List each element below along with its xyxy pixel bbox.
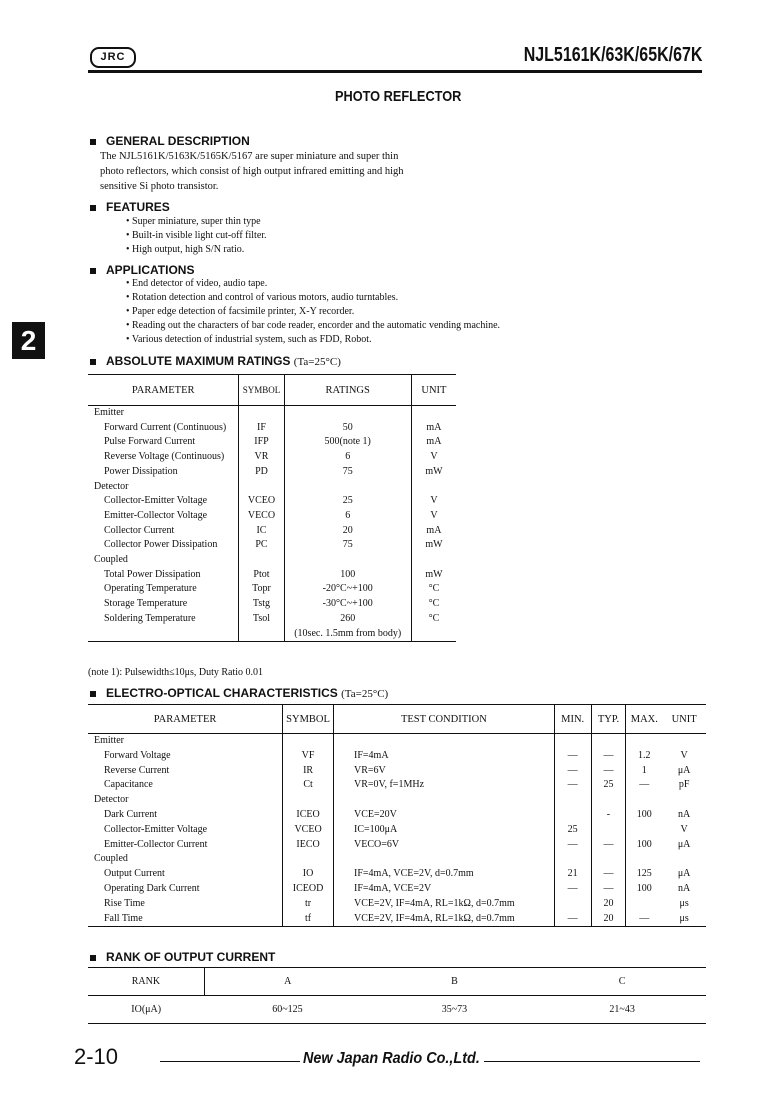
table-row [88, 808, 706, 823]
table-cell: -30°C~+100 [284, 597, 411, 612]
table-cell: 21 [554, 867, 591, 882]
table-cell: IF=4mA, VCE=2V, d=0.7mm [334, 867, 555, 882]
table-cell [284, 406, 411, 421]
table-cell [334, 734, 555, 749]
column-header: UNIT [411, 375, 456, 406]
table-row [88, 867, 706, 882]
table-cell [334, 852, 555, 867]
table-row [88, 509, 456, 524]
list-item: • Various detection of industrial system, such as FDD, Robot. [126, 334, 372, 345]
table-cell: Collector Current [104, 524, 175, 536]
section-title: ELECTRO-OPTICAL CHARACTERISTICS [106, 686, 338, 700]
table-cell: VR [239, 450, 284, 465]
table-cell: 50 [284, 421, 411, 436]
list-item: • Paper edge detection of facsimile printer, X-Y recorder. [126, 306, 355, 317]
list-item: • End detector of video, audio tape. [126, 278, 268, 289]
table-row [88, 480, 456, 495]
table-cell: IC=100μA [334, 823, 555, 838]
table-row [88, 912, 706, 927]
table-row [88, 882, 706, 897]
general-description-heading [90, 134, 250, 148]
table-cell: RANK [88, 968, 204, 996]
jrc-logo: JRC [90, 47, 136, 68]
table-cell: 100 [626, 882, 662, 897]
table-cell [662, 852, 706, 867]
table-cell: 100 [626, 838, 662, 853]
table-cell: Detector [94, 794, 129, 806]
table-cell: tr [283, 897, 334, 912]
table-cell: °C [411, 582, 456, 597]
table-cell [411, 480, 456, 495]
table-cell: IFP [239, 435, 284, 450]
table-cell [411, 627, 456, 642]
table-cell: Coupled [94, 554, 128, 566]
chapter-tab: 2 [12, 322, 45, 359]
table-cell [554, 734, 591, 749]
table-cell: 35~73 [371, 996, 539, 1024]
table-cell: Reverse Voltage (Continuous) [104, 451, 225, 463]
table-row [88, 465, 456, 480]
table-cell: Tsol [239, 612, 284, 627]
column-header: TYP. [591, 705, 626, 734]
table-cell: PD [239, 465, 284, 480]
table-cell [239, 553, 284, 568]
table-cell: — [554, 764, 591, 779]
column-header: MAX. [626, 705, 662, 734]
table-cell: Reverse Current [104, 764, 170, 776]
table-cell: Fall Time [104, 912, 143, 924]
text-line: The NJL5161K/5163K/5165K/5167 are super miniature and super thin [100, 151, 399, 162]
table-cell: °C [411, 597, 456, 612]
table-cell: ICEO [283, 808, 334, 823]
table-cell: IC [239, 524, 284, 539]
table-cell [283, 793, 334, 808]
table-cell: Soldering Temperature [104, 612, 196, 624]
table-cell: IECO [283, 838, 334, 853]
table-cell: Ct [283, 778, 334, 793]
section-title: ABSOLUTE MAXIMUM RATINGS [106, 354, 291, 368]
table-cell: — [554, 838, 591, 853]
table-cell: — [554, 778, 591, 793]
table-row [88, 764, 706, 779]
table-cell: Emitter-Collector Current [104, 838, 208, 850]
table-cell [284, 480, 411, 495]
table-cell: IF=4mA [334, 749, 555, 764]
section-title: FEATURES [106, 200, 170, 214]
table-cell: mA [411, 435, 456, 450]
table-row [88, 749, 706, 764]
table-cell: mA [411, 421, 456, 436]
column-header: MIN. [554, 705, 591, 734]
table-cell: pF [678, 779, 690, 791]
table-cell: 20 [284, 524, 411, 539]
condition-note: (Ta=25°C) [341, 688, 389, 700]
table-cell: Tstg [239, 597, 284, 612]
table-cell: °C [411, 612, 456, 627]
table-cell [626, 823, 662, 838]
text-line: photo reflectors, which consist of high output infrared emitting and high [100, 166, 404, 177]
table-cell [626, 793, 662, 808]
table-row [88, 435, 456, 450]
table-cell: B [371, 968, 539, 996]
table-cell: V [411, 450, 456, 465]
table-cell: Ptot [239, 568, 284, 583]
table-row [88, 538, 456, 553]
bullet-square-icon [90, 359, 96, 365]
table-cell: 100 [284, 568, 411, 583]
table-cell: Collector-Emitter Voltage [104, 823, 208, 835]
table-cell: 25 [591, 778, 626, 793]
table-cell: 25 [284, 494, 411, 509]
table-cell: Storage Temperature [104, 598, 188, 610]
header-divider [88, 70, 702, 73]
table-cell: IF=4mA, VCE=2V [334, 882, 555, 897]
table-cell: — [591, 867, 626, 882]
table-cell: VR=0V, f=1MHz [334, 778, 555, 793]
table-cell: VR=6V [334, 764, 555, 779]
table-cell [591, 852, 626, 867]
table-cell [662, 793, 706, 808]
page-number: 2-10 [74, 1044, 119, 1069]
table-cell: — [626, 778, 662, 793]
text-line: sensitive Si photo transistor. [100, 181, 219, 192]
table-cell: nA [678, 882, 691, 894]
table-cell: — [554, 749, 591, 764]
footer-rule [484, 1061, 700, 1062]
table-cell: -20°C~+100 [284, 582, 411, 597]
table-cell: IF [239, 421, 284, 436]
table-cell [411, 553, 456, 568]
list-item: • Rotation detection and control of various motors, audio turntables. [126, 292, 399, 303]
abs-max-table [88, 374, 456, 642]
table-cell: VECO=6V [334, 838, 555, 853]
table-cell: Emitter-Collector Voltage [104, 509, 208, 521]
table-cell: Rise Time [104, 897, 145, 909]
eoc-heading [90, 686, 388, 700]
table-cell: Forward Voltage [104, 749, 171, 761]
table-cell [239, 480, 284, 495]
table-cell [411, 406, 456, 421]
table-row [88, 852, 706, 867]
table-cell: Forward Current (Continuous) [104, 421, 227, 433]
table-cell: Capacitance [104, 779, 153, 791]
table-cell: 75 [284, 538, 411, 553]
table-row [88, 421, 456, 436]
table-cell: 6 [284, 509, 411, 524]
table-row [88, 450, 456, 465]
bullet-square-icon [90, 268, 96, 274]
table-cell [591, 823, 626, 838]
table-cell: 125 [626, 867, 662, 882]
table-row [88, 524, 456, 539]
table-cell: C [538, 968, 706, 996]
table-cell: IR [283, 764, 334, 779]
table-cell: A [204, 968, 370, 996]
table-cell: mW [411, 465, 456, 480]
table-cell: V [680, 823, 688, 835]
table-cell: Output Current [104, 868, 165, 880]
table-cell [554, 793, 591, 808]
table-cell [626, 734, 662, 749]
general-description-text [100, 149, 404, 194]
table-cell: — [554, 912, 591, 927]
list-item: • High output, high S/N ratio. [126, 244, 245, 255]
column-header: SYMBOL [283, 705, 334, 734]
part-numbers: NJL5161K/63K/65K/67K [523, 44, 702, 66]
table-cell [662, 734, 706, 749]
table-cell: Detector [94, 480, 129, 492]
table-cell [626, 852, 662, 867]
column-header: UNIT [662, 705, 706, 734]
table-cell: VCE=2V, IF=4mA, RL=1kΩ, d=0.7mm [334, 897, 555, 912]
table-cell: nA [678, 808, 691, 820]
table-row [88, 582, 456, 597]
table-row [88, 838, 706, 853]
pulse-note: (note 1): Pulsewidth≤10μs, Duty Ratio 0.01 [88, 667, 264, 678]
table-row [88, 778, 706, 793]
table-cell [88, 627, 239, 642]
table-cell: Operating Dark Current [104, 882, 200, 894]
table-cell: Collector-Emitter Voltage [104, 495, 208, 507]
table-cell: Coupled [94, 853, 128, 865]
table-cell: Emitter [94, 407, 124, 418]
table-cell: V [411, 509, 456, 524]
table-cell: VCEO [239, 494, 284, 509]
features-list [126, 215, 267, 257]
table-cell: VCEO [283, 823, 334, 838]
table-cell: IO(μA) [88, 996, 204, 1024]
list-item: • Built-in visible light cut-off filter. [126, 230, 267, 241]
table-cell: 20 [591, 912, 626, 927]
table-cell [283, 734, 334, 749]
table-row [88, 968, 706, 996]
table-cell [554, 808, 591, 823]
table-cell: VCE=20V [334, 808, 555, 823]
document-subtitle: PHOTO REFLECTOR [335, 88, 462, 105]
table-cell: μA [677, 868, 691, 880]
table-row [88, 996, 706, 1024]
table-cell: VCE=2V, IF=4mA, RL=1kΩ, d=0.7mm [334, 912, 555, 927]
table-cell: μs [679, 897, 689, 909]
table-cell: — [591, 749, 626, 764]
table-cell: - [591, 808, 626, 823]
table-cell [239, 406, 284, 421]
column-header: TEST CONDITION [334, 705, 555, 734]
table-row [88, 627, 456, 642]
table-cell: Pulse Forward Current [104, 436, 196, 448]
table-cell: 6 [284, 450, 411, 465]
table-row [88, 897, 706, 912]
condition-note: (Ta=25°C) [293, 356, 341, 368]
table-cell: 100 [626, 808, 662, 823]
table-cell: Total Power Dissipation [104, 568, 201, 580]
table-row [88, 406, 456, 421]
column-header: PARAMETER [88, 705, 283, 734]
features-heading [90, 200, 170, 214]
bullet-square-icon [90, 691, 96, 697]
table-cell [591, 734, 626, 749]
bullet-square-icon [90, 955, 96, 961]
rank-table [88, 967, 706, 1024]
table-cell: IO [283, 867, 334, 882]
table-cell: mW [411, 568, 456, 583]
table-cell: V [680, 749, 688, 761]
table-cell: 1 [626, 764, 662, 779]
table-header-row [88, 705, 706, 734]
table-cell: 20 [591, 897, 626, 912]
table-cell [626, 897, 662, 912]
table-cell: μA [677, 764, 691, 776]
table-cell [334, 793, 555, 808]
table-cell: V [411, 494, 456, 509]
table-cell: VF [283, 749, 334, 764]
table-cell: — [591, 838, 626, 853]
table-cell: 75 [284, 465, 411, 480]
footer-rule [160, 1061, 300, 1062]
table-cell: ICEOD [283, 882, 334, 897]
table-cell: 260 [284, 612, 411, 627]
table-row [88, 793, 706, 808]
table-cell [554, 897, 591, 912]
table-row [88, 823, 706, 838]
table-cell: 1.2 [626, 749, 662, 764]
table-cell: 60~125 [204, 996, 370, 1024]
section-title: GENERAL DESCRIPTION [106, 134, 250, 148]
table-cell: Topr [239, 582, 284, 597]
table-cell: Power Dissipation [104, 465, 178, 477]
table-cell: 21~43 [538, 996, 706, 1024]
table-cell: μs [679, 912, 689, 924]
applications-list [126, 277, 500, 347]
eoc-table [88, 704, 706, 927]
rank-heading [90, 950, 275, 964]
list-item: • Super miniature, super thin type [126, 216, 261, 227]
table-cell: (10sec. 1.5mm from body) [284, 627, 411, 642]
table-cell: 500(note 1) [284, 435, 411, 450]
table-cell: mA [411, 524, 456, 539]
table-row [88, 494, 456, 509]
table-row [88, 612, 456, 627]
table-header-row [88, 375, 456, 406]
table-cell [284, 553, 411, 568]
table-cell: — [591, 882, 626, 897]
table-row [88, 553, 456, 568]
bullet-square-icon [90, 139, 96, 145]
table-cell: μA [677, 838, 691, 850]
table-cell: Collector Power Dissipation [104, 539, 218, 551]
table-row [88, 597, 456, 612]
table-cell: — [626, 912, 662, 927]
table-cell: PC [239, 538, 284, 553]
table-cell: Dark Current [104, 808, 158, 820]
abs-max-heading [90, 354, 341, 368]
table-cell: — [591, 764, 626, 779]
table-cell [591, 793, 626, 808]
table-cell: 25 [554, 823, 591, 838]
column-header: SYMBOL [239, 375, 284, 406]
table-cell: VECO [239, 509, 284, 524]
company-name: New Japan Radio Co.,Ltd. [303, 1050, 480, 1067]
section-title: APPLICATIONS [106, 263, 195, 277]
table-row [88, 568, 456, 583]
table-cell: Emitter [94, 735, 124, 746]
section-title: RANK OF OUTPUT CURRENT [106, 950, 276, 964]
column-header: PARAMETER [88, 375, 239, 406]
table-row [88, 734, 706, 749]
table-cell: Operating Temperature [104, 583, 197, 595]
table-cell [554, 852, 591, 867]
table-cell [283, 852, 334, 867]
table-cell: tf [283, 912, 334, 927]
column-header: RATINGS [284, 375, 411, 406]
applications-heading [90, 263, 194, 277]
bullet-square-icon [90, 205, 96, 211]
list-item: • Reading out the characters of bar code reader, encorder and the automatic vending machine. [126, 320, 501, 331]
table-cell [239, 627, 284, 642]
table-cell: mW [411, 538, 456, 553]
table-cell: — [554, 882, 591, 897]
